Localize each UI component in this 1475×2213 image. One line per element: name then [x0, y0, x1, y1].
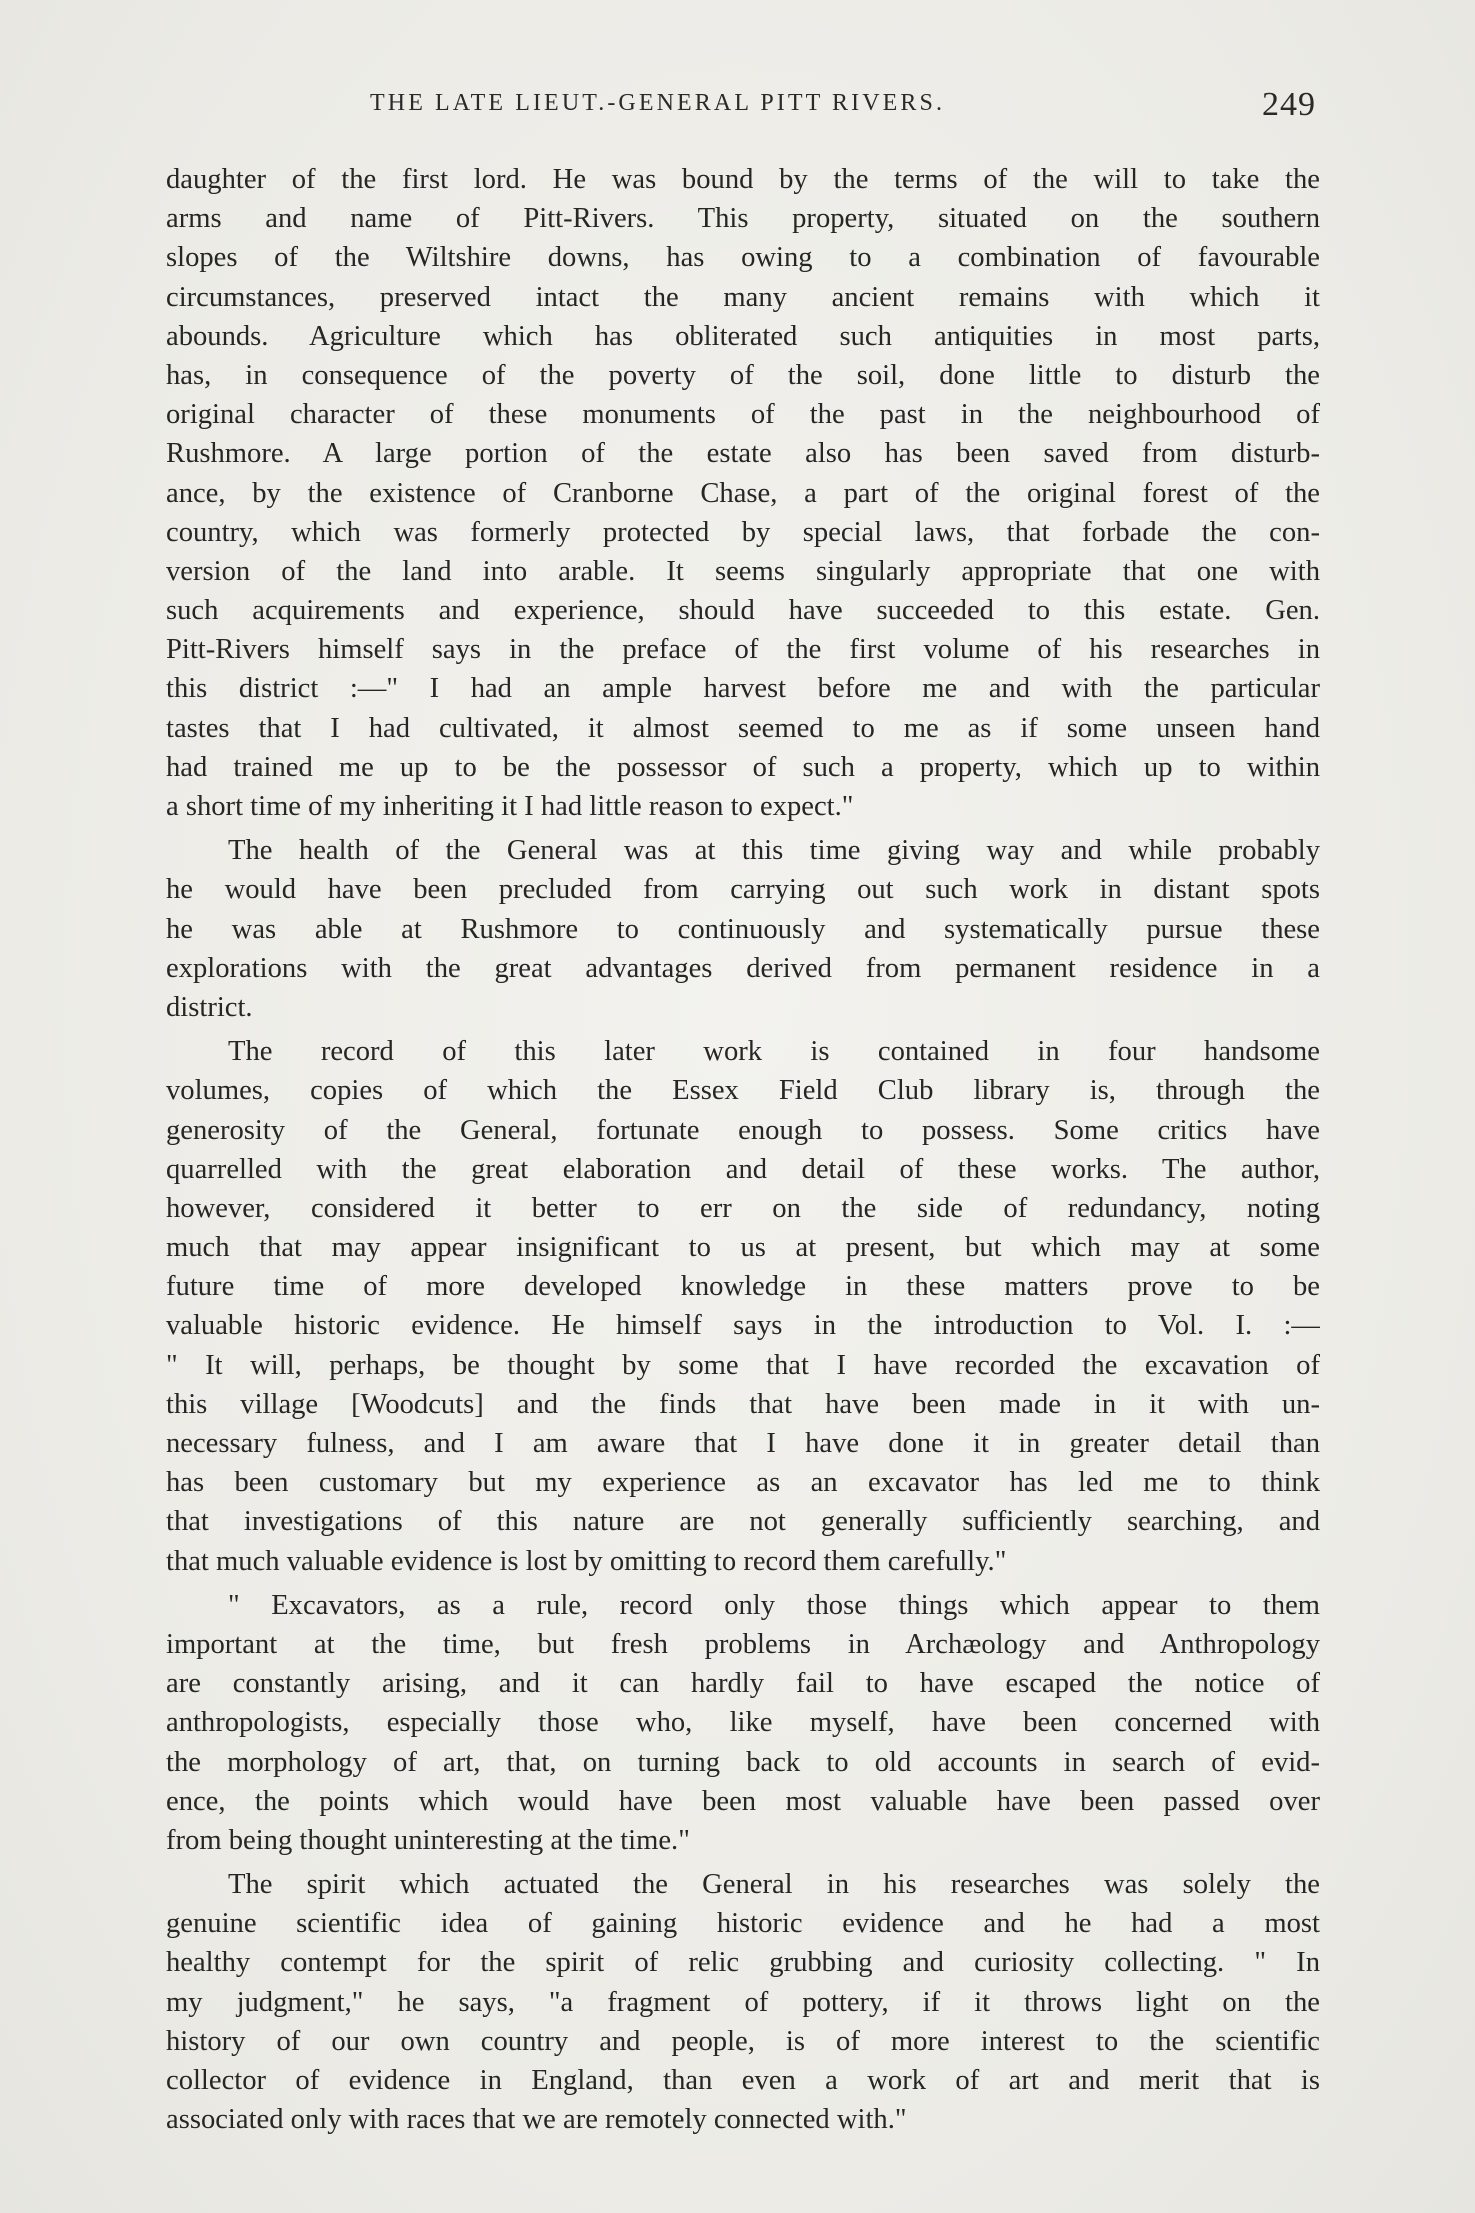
text-line: slopes of the Wiltshire downs, has owing to a combination of favourable	[166, 242, 1320, 274]
text-line: collector of evidence in England, than even a work of art and merit that is	[166, 2065, 1320, 2096]
text-line: tastes that I had cultivated, it almost seemed to me as if some unseen hand	[166, 712, 1320, 744]
text-line: has, in consequence of the poverty of the soil, done little to disturb the	[166, 359, 1320, 391]
text-line: The health of the General was at this time giving way and while probably	[228, 835, 1320, 867]
text-line: ance, by the existence of Cranborne Chase, a part of the original forest of the	[166, 477, 1320, 509]
text-line: quarrelled with the great elaboration and detail of these works. The author,	[166, 1153, 1320, 1185]
text-line: explorations with the great advantages derived from permanent residence in a	[166, 952, 1320, 984]
text-line: daughter of the first lord. He was bound by the terms of the will to take the	[166, 164, 1320, 195]
text-line: future time of more developed knowledge in these matters prove to be	[166, 1271, 1320, 1303]
text-line: important at the time, but fresh problems in Archæology and Anthropology	[166, 1628, 1320, 1660]
text-line: The record of this later work is contained in four handsome	[228, 1036, 1320, 1068]
text-line: " It will, perhaps, be thought by some that I have recorded the excavation of	[166, 1349, 1320, 1381]
text-line: such acquirements and experience, should have succeeded to this estate. Gen.	[166, 595, 1320, 627]
page-number: 249	[1262, 86, 1316, 123]
text-line: country, which was formerly protected by special laws, that forbade the con-	[166, 516, 1320, 548]
text-line: a short time of my inheriting it I had little reason to expect."	[166, 791, 854, 822]
text-line: had trained me up to be the possessor of such a property, which up to within	[166, 751, 1320, 783]
text-line: this village [Woodcuts] and the finds that have been made in it with un-	[166, 1388, 1320, 1420]
text-line: he would have been precluded from carrying out such work in distant spots	[166, 874, 1320, 906]
text-line: has been customary but my experience as an excavator has led me to think	[166, 1467, 1320, 1499]
text-line: that much valuable evidence is lost by omitting to record them carefully."	[166, 1545, 1007, 1577]
text-line: circumstances, preserved intact the many ancient remains with which it	[166, 281, 1320, 313]
text-line: ence, the points which would have been most valuable have been passed over	[166, 1785, 1320, 1817]
text-line: " Excavators, as a rule, record only those things which appear to them	[228, 1589, 1320, 1621]
text-line: he was able at Rushmore to continuously and systematically pursue these	[166, 913, 1320, 945]
text-line: healthy contempt for the spirit of relic grubbing and curiosity collecting. " In	[166, 1947, 1320, 1979]
text-line: original character of these monuments of the past in the neighbourhood of	[166, 399, 1320, 431]
text-line: from being thought uninteresting at the time."	[166, 1824, 690, 1856]
text-line: generosity of the General, fortunate enough to possess. Some critics have	[166, 1114, 1320, 1146]
body-text	[166, 160, 1320, 2139]
text-line: The spirit which actuated the General in his researches was solely the	[228, 1869, 1320, 1901]
text-line: history of our own country and people, is of more interest to the scientific	[166, 2025, 1320, 2057]
text-line: abounds. Agriculture which has obliterated such antiquities in most parts,	[166, 320, 1320, 352]
text-line: Pitt-Rivers himself says in the preface of the first volume of his researches in	[166, 634, 1320, 666]
paragraph	[166, 831, 1320, 1027]
text-line: necessary fulness, and I am aware that I have done it in greater detail than	[166, 1428, 1320, 1459]
text-line: the morphology of art, that, on turning back to old accounts in search of evid-	[166, 1746, 1320, 1778]
paragraph	[166, 1586, 1320, 1860]
text-line: however, considered it better to err on the side of redundancy, noting	[166, 1192, 1320, 1224]
running-head	[166, 86, 1320, 126]
text-line: my judgment," he says, "a fragment of pottery, if it throws light on the	[166, 1986, 1320, 2018]
text-line: genuine scientific idea of gaining historic evidence and he had a most	[166, 1908, 1320, 1940]
text-line: much that may appear insignificant to us at present, but which may at some	[166, 1232, 1320, 1264]
paragraph-continued	[166, 160, 1320, 826]
text-line: this district :—" I had an ample harvest before me and with the particular	[166, 673, 1320, 705]
text-line: Rushmore. A large portion of the estate also has been saved from disturb-	[166, 438, 1320, 470]
paragraph	[166, 1032, 1320, 1581]
text-line: district.	[166, 991, 253, 1023]
text-line: valuable historic evidence. He himself says in the introduction to Vol. I. :—	[166, 1310, 1320, 1342]
text-line: are constantly arising, and it can hardly fail to have escaped the notice of	[166, 1668, 1320, 1700]
running-title: THE LATE LIEUT.-GENERAL PITT RIVERS.	[370, 90, 946, 116]
paragraph	[166, 1865, 1320, 2139]
text-line: volumes, copies of which the Essex Field Club library is, through the	[166, 1075, 1320, 1107]
text-line: that investigations of this nature are not generally sufficiently searching, and	[166, 1506, 1320, 1538]
text-line: arms and name of Pitt-Rivers. This property, situated on the southern	[166, 203, 1320, 235]
text-line: associated only with races that we are remotely connected with."	[166, 2104, 907, 2136]
text-line: version of the land into arable. It seems singularly appropriate that one with	[166, 555, 1320, 587]
text-line: anthropologists, especially those who, like myself, have been concerned with	[166, 1707, 1320, 1739]
